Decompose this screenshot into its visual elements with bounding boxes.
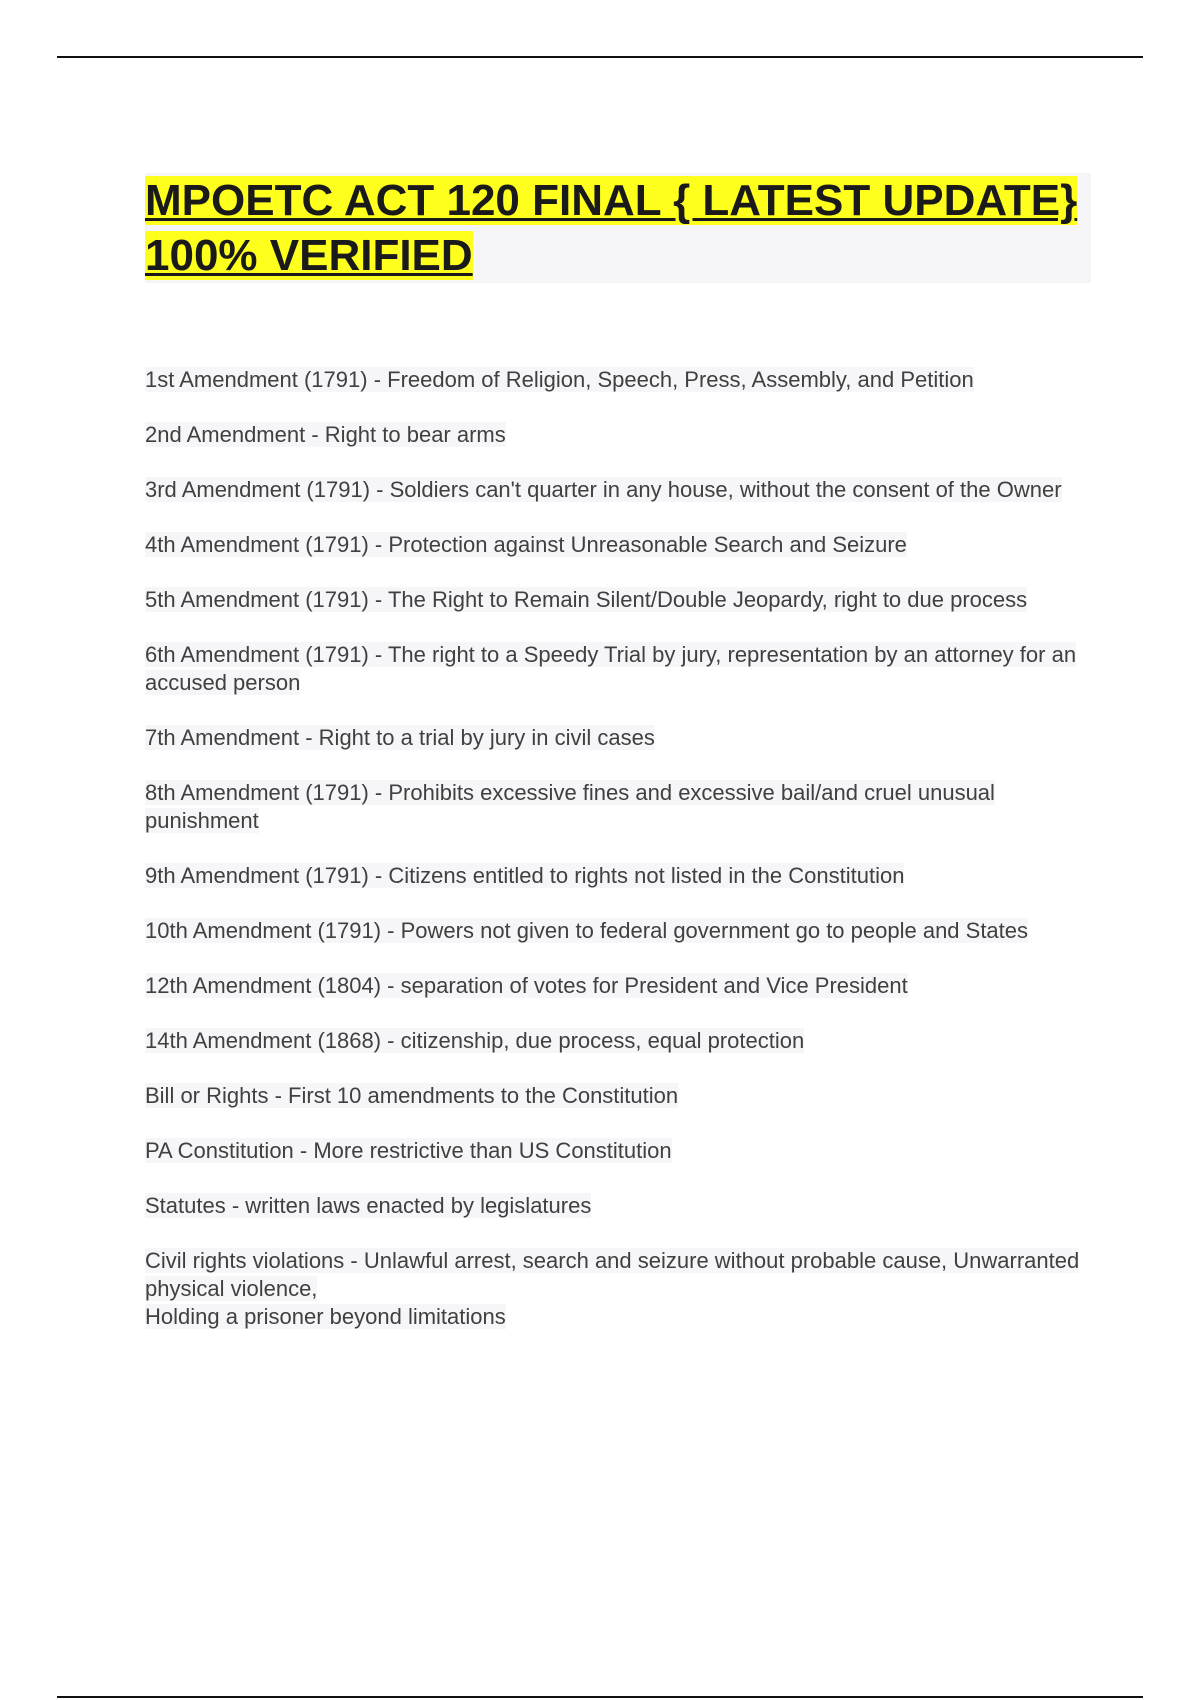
entry-term: Statutes: [145, 1193, 226, 1218]
entry-text: Civil rights violations - Unlawful arrest, search and seizure without probable cause, Unwarranted physical violence,: [145, 1248, 1080, 1301]
entry-1st-amendment: [145, 366, 1091, 394]
entry-definition: Soldiers can't quarter in any house, without the consent of the Owner: [389, 477, 1062, 502]
entry-text: 14th Amendment (1868) - citizenship, due process, equal protection: [145, 1028, 805, 1053]
entry-9th-amendment: [145, 862, 1091, 890]
entry-4th-amendment: [145, 531, 1091, 559]
entry-definition: Unlawful arrest, search and seizure without probable cause, Unwarranted physical violence,: [145, 1248, 1080, 1301]
entry-definition: Right to bear arms: [324, 422, 506, 447]
entry-term: 4th Amendment (1791): [145, 532, 369, 557]
entry-definition: Right to a trial by jury in civil cases: [318, 725, 655, 750]
entry-text: 8th Amendment (1791) - Prohibits excessive fines and excessive bail/and cruel unusual punishment: [145, 780, 995, 833]
entry-extra-line: [145, 1303, 1091, 1331]
entry-text: 6th Amendment (1791) - The right to a Speedy Trial by jury, representation by an attorney for an accused person: [145, 642, 1077, 695]
entry-definition: written laws enacted by legislatures: [245, 1193, 592, 1218]
entry-term: 8th Amendment (1791): [145, 780, 369, 805]
entry-text: 5th Amendment (1791) - The Right to Remain Silent/Double Jeopardy, right to due process: [145, 587, 1028, 612]
document-title-text: MPOETC ACT 120 FINAL { LATEST UPDATE} 100% VERIFIED: [145, 176, 1078, 280]
entry-term: 12th Amendment (1804): [145, 973, 382, 998]
entry-term: Civil rights violations: [145, 1248, 345, 1273]
entry-text: Statutes - written laws enacted by legislatures: [145, 1193, 592, 1218]
entry-list: [145, 366, 1091, 1358]
entry-text: 4th Amendment (1791) - Protection against Unreasonable Search and Seizure: [145, 532, 907, 557]
entry-text: 7th Amendment - Right to a trial by jury in civil cases: [145, 725, 655, 750]
entry-term: 3rd Amendment (1791): [145, 477, 371, 502]
title-block: [145, 173, 1091, 283]
entry-definition: citizenship, due process, equal protection: [400, 1028, 805, 1053]
entry-definition: The Right to Remain Silent/Double Jeopardy, right to due process: [387, 587, 1028, 612]
entry-12th-amendment: [145, 972, 1091, 1000]
entry-6th-amendment: [145, 641, 1091, 697]
entry-definition: separation of votes for President and Vice President: [400, 973, 908, 998]
entry-definition: Citizens entitled to rights not listed in the Constitution: [388, 863, 905, 888]
entry-14th-amendment: [145, 1027, 1091, 1055]
entry-7th-amendment: [145, 724, 1091, 752]
entry-text: 3rd Amendment (1791) - Soldiers can't quarter in any house, without the consent of the Owner: [145, 477, 1062, 502]
entry-text: PA Constitution - More restrictive than US Constitution: [145, 1138, 672, 1163]
entry-statutes: [145, 1192, 1091, 1220]
bottom-rule: [57, 1696, 1143, 1698]
entry-text: Bill or Rights - First 10 amendments to the Constitution: [145, 1083, 679, 1108]
entry-term: Bill or Rights: [145, 1083, 269, 1108]
entry-text: 2nd Amendment - Right to bear arms: [145, 422, 506, 447]
entry-bill-of-rights: [145, 1082, 1091, 1110]
entry-definition: More restrictive than US Constitution: [313, 1138, 672, 1163]
entry-term: 2nd Amendment: [145, 422, 306, 447]
entry-term: 9th Amendment (1791): [145, 863, 369, 888]
entry-text: 12th Amendment (1804) - separation of votes for President and Vice President: [145, 973, 908, 998]
entry-text: 10th Amendment (1791) - Powers not given to federal government go to people and States: [145, 918, 1029, 943]
entry-term: 5th Amendment (1791): [145, 587, 369, 612]
entry-term: 7th Amendment: [145, 725, 300, 750]
entry-term: 6th Amendment (1791): [145, 642, 369, 667]
entry-text: 1st Amendment (1791) - Freedom of Religion, Speech, Press, Assembly, and Petition: [145, 367, 974, 392]
entry-definition: Freedom of Religion, Speech, Press, Assembly, and Petition: [387, 367, 974, 392]
entry-definition: Powers not given to federal government go to people and States: [400, 918, 1029, 943]
entry-pa-constitution: [145, 1137, 1091, 1165]
entry-text: 9th Amendment (1791) - Citizens entitled to rights not listed in the Constitution: [145, 863, 905, 888]
entry-term: 1st Amendment (1791): [145, 367, 368, 392]
entry-definition: First 10 amendments to the Constitution: [288, 1083, 679, 1108]
document-title: [145, 173, 1091, 283]
entry-term: 10th Amendment (1791): [145, 918, 382, 943]
entry-2nd-amendment: [145, 421, 1091, 449]
top-rule: [57, 56, 1143, 58]
entry-5th-amendment: [145, 586, 1091, 614]
entry-10th-amendment: [145, 917, 1091, 945]
entry-8th-amendment: [145, 779, 1091, 835]
entry-term: 14th Amendment (1868): [145, 1028, 382, 1053]
entry-extra-line-text: Holding a prisoner beyond limitations: [145, 1304, 506, 1329]
entry-definition: Protection against Unreasonable Search and Seizure: [388, 532, 907, 557]
entry-3rd-amendment: [145, 476, 1091, 504]
entry-term: PA Constitution: [145, 1138, 294, 1163]
entry-civil-rights-violations: [145, 1247, 1091, 1331]
entry-definition: Prohibits excessive fines and excessive bail/and cruel unusual punishment: [145, 780, 995, 833]
entry-definition: The right to a Speedy Trial by jury, representation by an attorney for an accused person: [145, 642, 1077, 695]
